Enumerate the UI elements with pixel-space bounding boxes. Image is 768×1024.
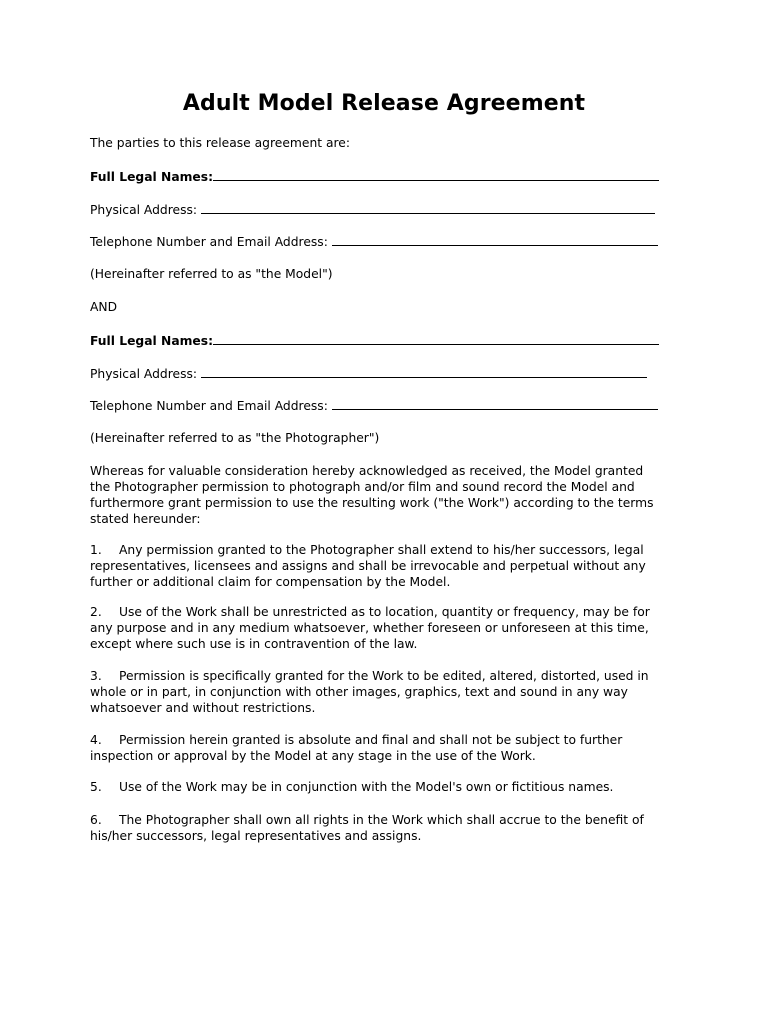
clause-line: [90, 732, 680, 748]
party2-contact-row: [90, 397, 658, 414]
party2-address-row: [90, 365, 647, 382]
clause-number: 2.: [90, 605, 102, 619]
clause-line: inspection or approval by the Model at any stage in the use of the Work.: [90, 749, 536, 763]
party2-address-blank[interactable]: [201, 365, 647, 378]
clause-line: [90, 542, 680, 558]
party2-names-label: Full Legal Names:: [90, 334, 214, 348]
whereas-line: Whereas for valuable consideration hereby acknowledged as received, the Model granted: [90, 464, 644, 478]
clause-line: whatsoever and without restrictions.: [90, 701, 316, 715]
party1-contact-label: Telephone Number and Email Address:: [90, 235, 328, 249]
clause-text: Permission herein granted is absolute and final and shall not be subject to further: [119, 733, 623, 747]
clause-3: [90, 668, 680, 716]
document-title: Adult Model Release Agreement: [182, 91, 586, 116]
party1-address-blank[interactable]: [201, 201, 655, 214]
clause-text: Permission is specifically granted for the Work to be edited, altered, distorted, used in: [119, 669, 649, 683]
whereas-line: the Photographer permission to photograph and/or film and sound record the Model and: [90, 480, 635, 494]
intro-text: The parties to this release agreement are:: [90, 136, 350, 150]
party2-contact-blank[interactable]: [332, 397, 658, 410]
party1-contact-row: [90, 233, 658, 250]
party2-address-label: Physical Address:: [90, 367, 198, 381]
clause-text: Use of the Work shall be unrestricted as to location, quantity or frequency, may be for: [119, 605, 650, 619]
clause-line: [90, 779, 680, 795]
clause-6: [90, 812, 680, 844]
party2-contact-label: Telephone Number and Email Address:: [90, 399, 328, 413]
clause-4: [90, 732, 680, 764]
clause-line: [90, 604, 680, 620]
clause-line: [90, 668, 680, 684]
whereas-line: stated hereunder:: [90, 512, 201, 526]
party1-names-label: Full Legal Names:: [90, 170, 214, 184]
clause-line: whole or in part, in conjunction with other images, graphics, text and sound in any way: [90, 685, 628, 699]
clause-number: 5.: [90, 780, 102, 794]
clause-line: further or additional claim for compensation by the Model.: [90, 575, 451, 589]
clause-number: 3.: [90, 669, 102, 683]
party1-address-row: [90, 201, 655, 218]
party1-names-blank[interactable]: [213, 168, 659, 181]
party2-names-blank[interactable]: [213, 332, 659, 345]
clause-text: Use of the Work may be in conjunction with the Model's own or fictitious names.: [119, 780, 614, 794]
clause-number: 4.: [90, 733, 102, 747]
party2-referred-text: (Hereinafter referred to as "the Photographer"): [90, 431, 380, 445]
party1-referred-text: (Hereinafter referred to as "the Model"): [90, 267, 333, 281]
party1-names-row: [90, 168, 659, 185]
clause-line: his/her successors, legal representatives and assigns.: [90, 829, 422, 843]
clause-line: [90, 812, 680, 828]
party2-names-row: [90, 332, 659, 349]
party1-address-label: Physical Address:: [90, 203, 198, 217]
clause-line: any purpose and in any medium whatsoever, whether foreseen or unforeseen at this time,: [90, 621, 649, 635]
clause-1: [90, 542, 680, 590]
clause-text: Any permission granted to the Photographer shall extend to his/her successors, legal: [119, 543, 644, 557]
whereas-line: furthermore grant permission to use the resulting work ("the Work") according to the terms: [90, 496, 654, 510]
clause-number: 6.: [90, 813, 102, 827]
clause-text: The Photographer shall own all rights in the Work which shall accrue to the benefit of: [119, 813, 644, 827]
and-text: AND: [90, 300, 118, 314]
clause-line: representatives, licensees and assigns and shall be irrevocable and perpetual without any: [90, 559, 646, 573]
whereas-paragraph: [90, 463, 680, 527]
clause-line: except where such use is in contravention of the law.: [90, 637, 418, 651]
party1-contact-blank[interactable]: [332, 233, 658, 246]
clause-2: [90, 604, 680, 652]
clause-5: [90, 779, 680, 795]
clause-number: 1.: [90, 543, 102, 557]
